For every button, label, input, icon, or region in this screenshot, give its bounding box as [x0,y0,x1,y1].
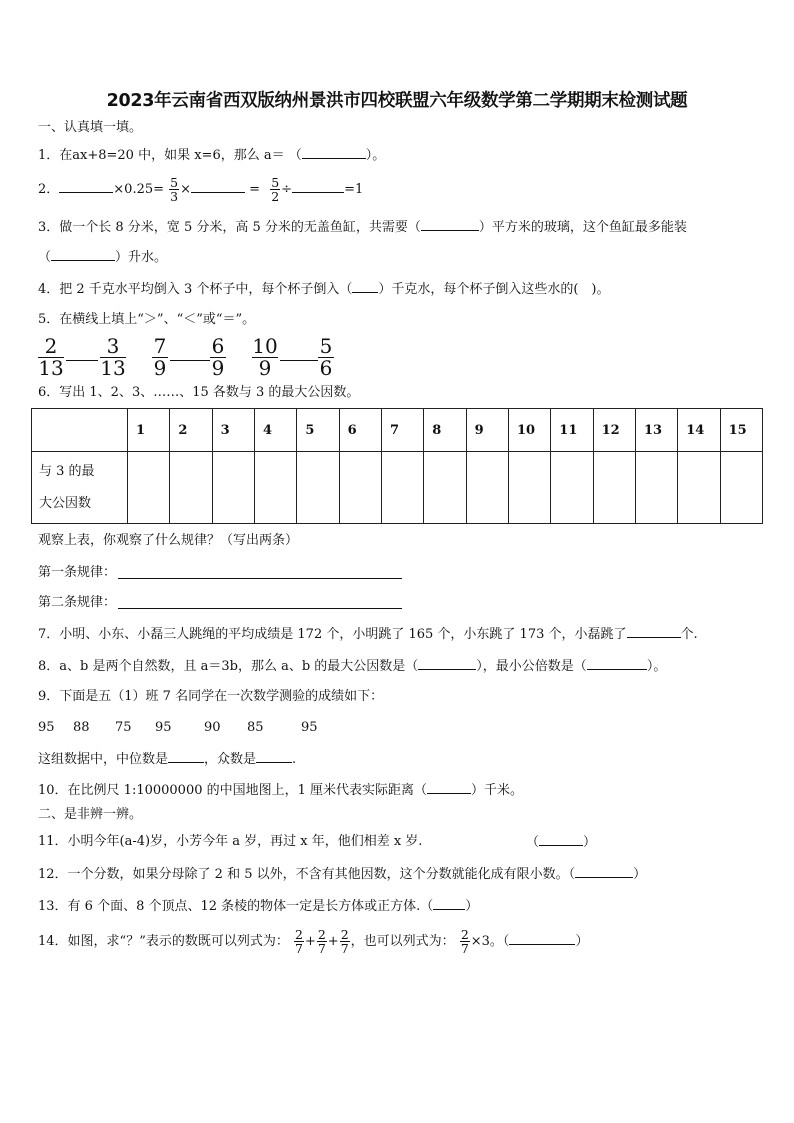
table-header-cell: 11 [551,409,593,452]
table-row-label: 与 3 的最 大公因数 [32,452,128,524]
q2-text: ×0.25= [113,182,165,197]
table-header-cell: 1 [128,409,170,452]
q12-blank[interactable] [575,865,633,878]
q2-equals: = [249,182,261,197]
q3-blank-1[interactable] [421,218,479,231]
question-3-line-2 [38,248,167,267]
q2-fraction-1: $\frac{5}{3}$ [170,175,179,204]
q9-median-blank[interactable] [168,750,204,763]
question-10 [38,781,523,800]
table-answer-cell[interactable] [339,452,381,524]
table-header-cell: 5 [297,409,339,452]
q4-blank-1[interactable] [352,280,378,293]
q11-paren-close: ） [583,835,597,850]
q3-text-1: 3．做一个长 8 分米，宽 5 分米，高 5 分米的无盖鱼缸，共需要（ [38,220,421,235]
q13-text: 13．有 6 个面、8 个顶点、12 条棱的物体一定是长方体或正方体.（ [38,899,434,914]
q13-blank[interactable] [433,897,465,910]
table-header-cell: 7 [381,409,423,452]
table-answer-cell[interactable] [424,452,466,524]
q12-paren-close: ） [633,867,647,882]
q4-text-1: 4．把 2 千克水平均倒入 3 个杯子中，每个杯子倒入（ [38,282,353,297]
q8-text-2: ），最小公倍数是（ [476,659,587,674]
table-answer-cell[interactable] [678,452,720,524]
q5-blank-2[interactable] [170,360,210,361]
question-1 [38,146,385,165]
q3-blank-2[interactable] [51,248,115,261]
q9-score: 88 [73,720,90,735]
q14-plus: + [304,934,316,949]
q14-text-2: ，也可以列式为： [350,934,455,949]
table-answer-cell[interactable] [508,452,550,524]
q2-number: 2． [38,182,60,197]
q2-blank-1[interactable] [59,180,113,193]
q1-answer-blank[interactable] [302,146,366,159]
q8-text-3: ）。 [646,659,667,674]
table-header-row [32,409,763,452]
q14-fraction: $\frac{2}{7}$ [317,927,326,956]
q5-fraction-2-right: $\frac{6}{9}$ [211,334,225,380]
table-header-cell: 12 [593,409,635,452]
q5-fraction-3-left: $\frac{10}{9}$ [252,334,278,380]
q8-text-1: 8．a、b 是两个自然数，且 a＝3b，那么 a、b 的最大公因数是（ [38,659,419,674]
q11-judge [526,833,596,852]
table-header-cell: 2 [170,409,212,452]
question-9: 9．下面是五（1）班 7 名同学在一次数学测验的成绩如下： [38,689,384,704]
q14-blank[interactable] [509,932,575,945]
q5-fraction-2-left: $\frac{7}{9}$ [153,334,167,380]
q14-text-3: ×3。（ [470,934,510,949]
table-answer-cell[interactable] [720,452,762,524]
question-5: 5．在横线上填上“＞”、“＜”或“＝”。 [38,312,256,327]
question-13 [38,897,478,916]
q11-paren-open: （ [526,835,540,850]
table-header-cell: 14 [678,409,720,452]
question-11: 11．小明今年(a-4)岁，小芳今年 a 岁，再过 x 年，他们相差 x 岁. [38,834,423,849]
q14-plus: + [327,934,339,949]
q5-fraction-1-right: $\frac{3}{13}$ [100,334,126,380]
q6-rule-2-label: 第二条规律： [38,595,117,610]
q14-paren-close: ） [575,934,589,949]
q12-text: 12．一个分数，如果分母除了 2 和 5 以外，不含有其他因数，这个分数就能化成有限小数。（ [38,867,576,882]
q6-observe-prompt: 观察上表，你观察了什么规律？（写出两条） [38,533,299,548]
table-header-cell: 15 [720,409,762,452]
page-title: 2023年云南省西双版纳州景洪市四校联盟六年级数学第二学期期末检测试题 [106,91,688,111]
gcd-table [31,408,763,524]
table-answer-cell[interactable] [212,452,254,524]
q10-text-1: 10．在比例尺 1:10000000 的中国地图上，1 厘米代表实际距离（ [38,783,428,798]
q2-divide: ÷ [281,182,293,197]
q9-text-3: . [292,752,297,767]
question-2 [38,175,363,205]
q5-fraction-3-right: $\frac{5}{6}$ [319,334,333,380]
q4-text-2: ）千克水，每个杯子倒入这些水的( )。 [378,282,610,297]
q14-fraction: $\frac{2}{7}$ [294,927,303,956]
table-answer-cell[interactable] [466,452,508,524]
question-3 [38,218,687,237]
q8-blank-1[interactable] [418,657,476,670]
q9-score: 95 [155,720,172,735]
q2-times: × [180,182,192,197]
question-6: 6．写出 1、2、3、……、15 各数与 3 的最大公因数。 [38,385,360,400]
q9-question [38,750,296,769]
q6-rule-2-blank[interactable] [118,608,402,609]
table-answer-cell[interactable] [381,452,423,524]
q7-text: 7．小明、小东、小磊三人跳绳的平均成绩是 172 个，小明跳了 165 个，小东跳了 173 个，小磊跳了 [38,627,627,642]
question-14 [38,924,588,960]
table-header-cell: 3 [212,409,254,452]
q2-blank-3[interactable] [292,180,344,193]
q14-fraction: $\frac{2}{7}$ [460,927,469,956]
q9-score: 95 [301,720,318,735]
question-12 [38,865,646,884]
question-7 [38,625,698,644]
q9-text-1: 这组数据中，中位数是 [38,752,169,767]
q9-text-2: ，众数是 [204,752,257,767]
q14-text-1: 14．如图，求“？”表示的数既可以列式为： [38,934,289,949]
q5-fraction-1-left: $\frac{2}{13}$ [38,334,64,380]
q6-rule-1-blank[interactable] [118,578,402,579]
table-answer-cell[interactable] [297,452,339,524]
table-row [32,452,763,524]
q6-rule-1-label: 第一条规律： [38,565,117,580]
q9-score: 85 [247,720,264,735]
q5-blank-1[interactable] [66,360,98,361]
q1-text-end: ）。 [365,148,386,163]
table-corner-cell [32,409,128,452]
table-header-cell: 10 [508,409,550,452]
q14-fraction: $\frac{2}{7}$ [340,927,349,956]
q2-blank-2[interactable] [191,180,245,193]
q10-blank[interactable] [427,781,471,794]
section-heading-1: 一、认真填一填。 [38,120,143,135]
table-header-cell: 8 [424,409,466,452]
q3-text-3: （ [38,250,52,265]
section-heading-2: 二、是非辨一辨。 [38,807,143,822]
q11-blank[interactable] [539,833,583,846]
table-answer-cell[interactable] [128,452,170,524]
q10-text-2: ）千米。 [471,783,524,798]
q2-end: =1 [344,182,364,197]
q7-blank[interactable] [627,625,681,638]
q2-fraction-2: $\frac{5}{2}$ [271,175,280,204]
table-header-cell: 9 [466,409,508,452]
table-header-cell: 6 [339,409,381,452]
q1-text: 1．在ax+8=20 中，如果 x=6，那么 a＝ （ [38,148,302,163]
table-header-cell: 13 [635,409,677,452]
table-answer-cell[interactable] [170,452,212,524]
table-answer-cell[interactable] [551,452,593,524]
table-answer-cell[interactable] [635,452,677,524]
question-4 [38,280,610,299]
q9-mode-blank[interactable] [256,750,292,763]
q3-text-2: ）平方米的玻璃，这个鱼缸最多能装 [478,220,687,235]
table-answer-cell[interactable] [593,452,635,524]
q9-score: 95 [38,720,55,735]
q5-blank-3[interactable] [280,360,318,361]
q8-blank-2[interactable] [587,657,647,670]
question-8 [38,657,666,676]
table-header-cell: 4 [254,409,296,452]
q3-text-4: ）升水。 [115,250,168,265]
q9-score: 90 [204,720,221,735]
table-answer-cell[interactable] [254,452,296,524]
q9-score: 75 [115,720,132,735]
q13-paren-close: ） [465,899,479,914]
q7-text-end: 个. [680,627,698,642]
